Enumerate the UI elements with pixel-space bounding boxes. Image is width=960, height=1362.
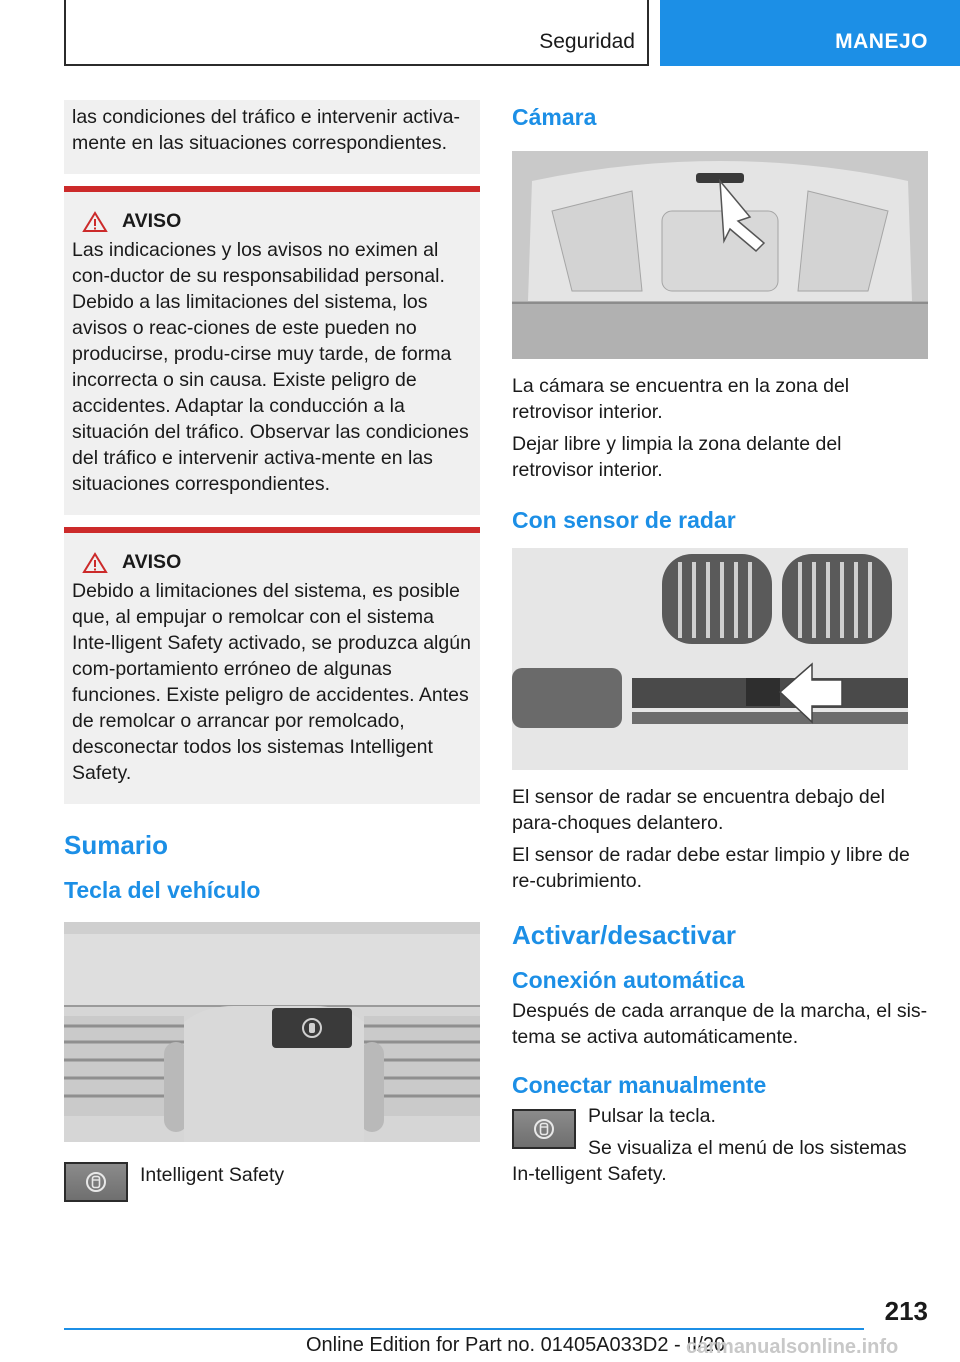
chapter-tab bbox=[660, 0, 960, 66]
warning-box-1 bbox=[64, 186, 480, 515]
vehicle-button-photo bbox=[64, 922, 480, 1142]
camera-photo bbox=[512, 151, 928, 359]
page-number: 213 bbox=[884, 1296, 928, 1326]
warning-label: AVISO bbox=[122, 210, 182, 232]
camara-text-2: Dejar libre y limpia la zona delante del retrovisor interior. bbox=[512, 433, 842, 481]
chapter-title: MANEJO bbox=[835, 30, 928, 53]
manual-text-1: Pulsar la tecla. bbox=[588, 1105, 716, 1127]
radar-text-2: El sensor de radar debe estar limpio y libre de re-cubrimiento. bbox=[512, 844, 910, 892]
auto-heading: Conexión automática bbox=[512, 967, 745, 993]
tecla-heading: Tecla del vehículo bbox=[64, 877, 261, 903]
car-safety-icon bbox=[84, 1170, 108, 1194]
right-column bbox=[512, 100, 928, 1187]
continued-text: las condiciones del tráfico e intervenir activa-mente en las situaciones correspondientes. bbox=[72, 106, 461, 154]
header-frame bbox=[64, 0, 649, 66]
continued-box bbox=[64, 100, 480, 174]
sumario-heading: Sumario bbox=[64, 830, 169, 860]
car-safety-icon bbox=[532, 1117, 556, 1141]
footer-divider bbox=[64, 1328, 864, 1330]
warning-text-1: Las indicaciones y los avisos no eximen al con-ductor de su responsabilidad personal. Debido a las limitaciones del sistema, los avisos o reac-ciones de este pueden no producirse, produ-cirse muy tarde, de forma incorrecta o sin causa. Existe peligro de accidentes. Adaptar la conducción a la situación del tráfico. Observar las condiciones del tráfico e intervenir activa-mente en las situaciones correspondientes. bbox=[72, 239, 469, 495]
warning-text-2: Debido a limitaciones del sistema, es posible que, al empujar o remolcar con el sistema Inte-lligent Safety activado, se produzca algún com-portamiento erróneo de algunas funciones. Existe peligro de accidentes. Antes de remolcar o arrancar por remolcado, desconectar todos los sistemas Intelligent Safety. bbox=[72, 580, 471, 784]
watermark-logo: carmanualsonline.info bbox=[686, 1336, 899, 1358]
edition-text: Online Edition for Part no. 01405A033D2 - II/20 bbox=[306, 1334, 726, 1356]
warning-label: AVISO bbox=[122, 551, 182, 573]
warning-triangle-icon bbox=[82, 552, 108, 574]
camara-heading: Cámara bbox=[512, 104, 597, 130]
intelligent-safety-button-icon bbox=[64, 1162, 128, 1202]
manual-text-2: Se visualiza el menú de los sistemas In-telligent Safety. bbox=[512, 1137, 907, 1185]
radar-heading: Con sensor de radar bbox=[512, 507, 736, 533]
radar-text-1: El sensor de radar se encuentra debajo del para-choques delantero. bbox=[512, 786, 885, 834]
auto-text: Después de cada arranque de la marcha, el sis-tema se activa automáticamente. bbox=[512, 1000, 928, 1048]
camara-text-1: La cámara se encuentra en la zona del retrovisor interior. bbox=[512, 375, 850, 423]
warning-title-2 bbox=[72, 551, 472, 574]
warning-box-2 bbox=[64, 527, 480, 804]
activar-heading: Activar/desactivar bbox=[512, 920, 737, 950]
grille-illustration bbox=[512, 548, 908, 770]
button-label: Intelligent Safety bbox=[140, 1164, 285, 1186]
warning-triangle-icon bbox=[82, 211, 108, 233]
manual-block bbox=[512, 1103, 928, 1187]
dashboard-illustration bbox=[64, 922, 480, 1142]
intelligent-safety-button-icon bbox=[512, 1109, 576, 1149]
left-column bbox=[64, 100, 480, 1202]
warning-title-1 bbox=[72, 210, 472, 233]
section-title: Seguridad bbox=[539, 30, 635, 53]
manual-heading: Conectar manualmente bbox=[512, 1072, 767, 1098]
button-legend bbox=[64, 1162, 480, 1202]
interior-illustration bbox=[512, 151, 928, 359]
radar-photo bbox=[512, 548, 908, 770]
